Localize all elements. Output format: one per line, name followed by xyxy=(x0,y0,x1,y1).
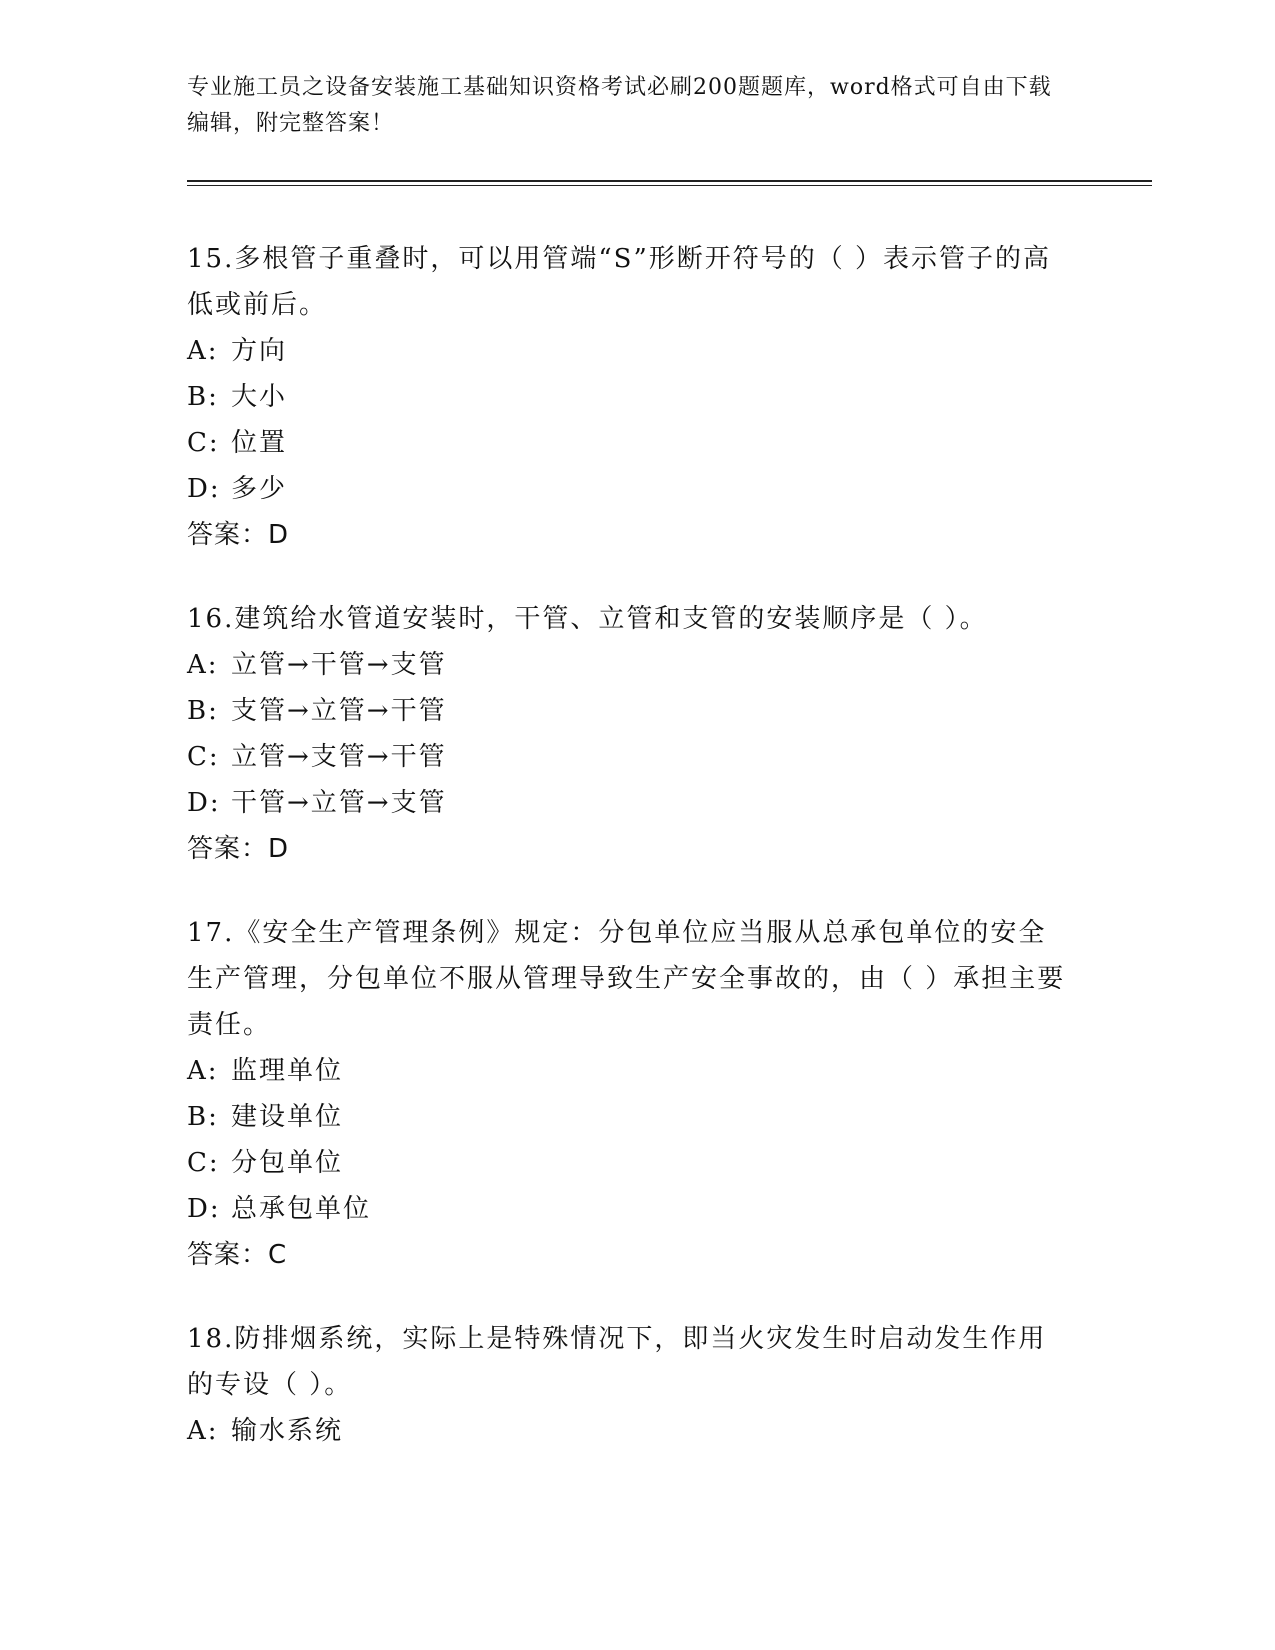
option-key: B: xyxy=(187,696,219,726)
option-key: D: xyxy=(187,1194,221,1224)
question-18 xyxy=(187,1316,1152,1454)
option-b xyxy=(187,688,1152,734)
option-key: B: xyxy=(187,382,219,412)
option-d xyxy=(187,1186,1152,1232)
option-key: C: xyxy=(187,428,220,458)
option-text: 支管→立管→干管 xyxy=(231,696,447,726)
option-c xyxy=(187,420,1152,466)
option-key: D: xyxy=(187,788,221,818)
option-key: A: xyxy=(187,1416,219,1446)
question-stem: 18.防排烟系统，实际上是特殊情况下，即当火灾发生时启动发生作用的专设（ ）。 xyxy=(187,1324,1047,1400)
answer-line: 答案：C xyxy=(187,1240,288,1270)
option-text: 大小 xyxy=(231,382,288,412)
question-16 xyxy=(187,596,1152,872)
header-divider xyxy=(187,180,1152,186)
option-text: 位置 xyxy=(231,428,288,458)
option-key: D: xyxy=(187,474,221,504)
option-text: 分包单位 xyxy=(231,1148,344,1178)
option-text: 干管→立管→支管 xyxy=(231,788,447,818)
option-text: 多少 xyxy=(231,474,288,504)
option-a xyxy=(187,1408,1152,1454)
option-d xyxy=(187,466,1152,512)
option-a xyxy=(187,642,1152,688)
option-key: A: xyxy=(187,650,219,680)
option-text: 监理单位 xyxy=(231,1056,344,1086)
option-b xyxy=(187,374,1152,420)
option-key: C: xyxy=(187,742,220,772)
question-17 xyxy=(187,910,1152,1278)
option-a xyxy=(187,328,1152,374)
option-b xyxy=(187,1094,1152,1140)
document-header-title: 专业施工员之设备安装施工基础知识资格考试必刷200题题库，word格式可自由下载编辑，附完整答案！ xyxy=(187,75,1052,136)
question-stem: 17.《安全生产管理条例》规定：分包单位应当服从总承包单位的安全生产管理，分包单位不服从管理导致生产安全事故的，由（ ）承担主要责任。 xyxy=(187,918,1066,1040)
option-text: 输水系统 xyxy=(231,1416,344,1446)
document-page xyxy=(187,70,1152,1492)
option-c xyxy=(187,734,1152,780)
option-c xyxy=(187,1140,1152,1186)
answer-line: 答案：D xyxy=(187,834,290,864)
option-text: 立管→干管→支管 xyxy=(231,650,447,680)
option-text: 总承包单位 xyxy=(231,1194,372,1224)
option-key: C: xyxy=(187,1148,220,1178)
question-stem: 16.建筑给水管道安装时，干管、立管和支管的安装顺序是（ ）。 xyxy=(187,604,988,634)
question-stem: 15.多根管子重叠时，可以用管端“S”形断开符号的（ ）表示管子的高低或前后。 xyxy=(187,244,1052,320)
option-text: 方向 xyxy=(231,336,288,366)
option-a xyxy=(187,1048,1152,1094)
answer-line: 答案：D xyxy=(187,520,290,550)
option-key: A: xyxy=(187,336,219,366)
option-text: 立管→支管→干管 xyxy=(231,742,447,772)
question-list xyxy=(187,236,1152,1454)
divider-line-top xyxy=(187,180,1152,182)
divider-line-bottom xyxy=(187,185,1152,186)
option-text: 建设单位 xyxy=(231,1102,344,1132)
option-key: A: xyxy=(187,1056,219,1086)
option-d xyxy=(187,780,1152,826)
question-15 xyxy=(187,236,1152,558)
option-key: B: xyxy=(187,1102,219,1132)
